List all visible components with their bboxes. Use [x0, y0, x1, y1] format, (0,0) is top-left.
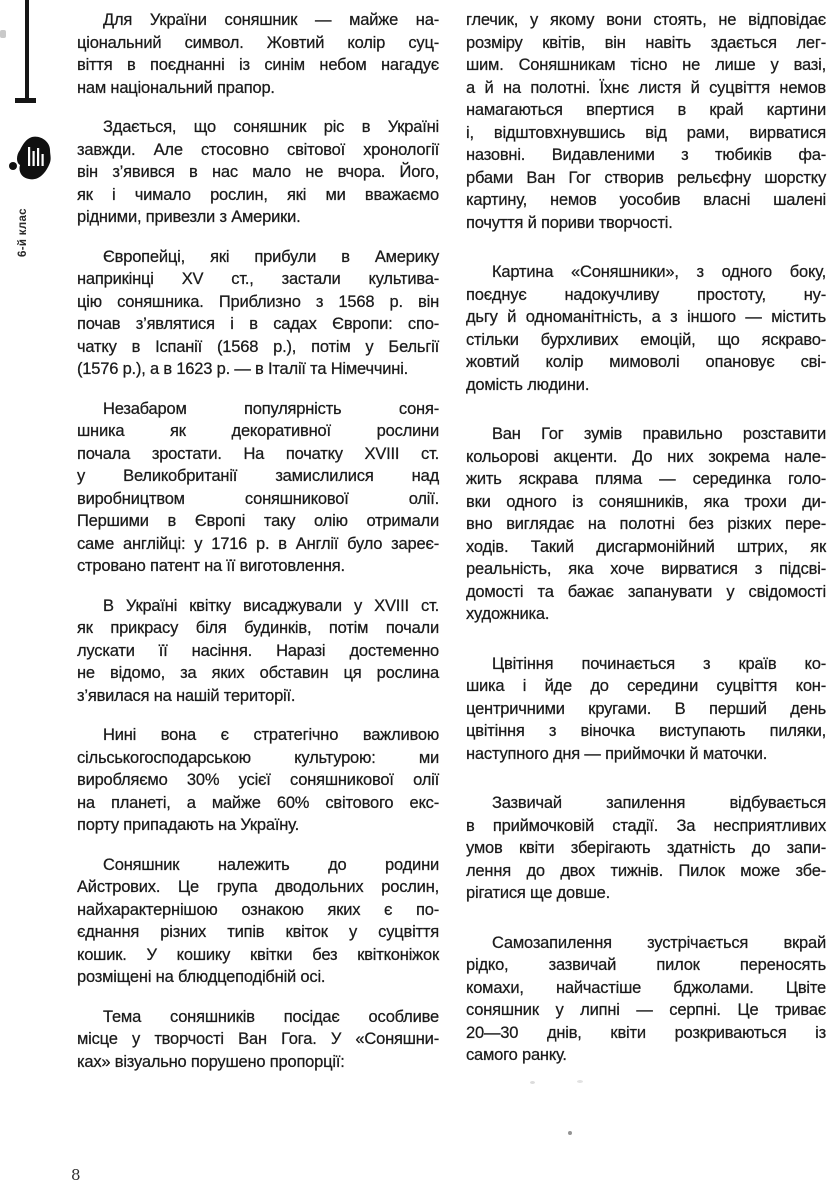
text-line: ках» візуально порушено пропорції:: [77, 1052, 345, 1071]
text-line: назовні. Видавленими з тюбиків фа-: [466, 146, 826, 164]
text-line: сільськогосподарською культурою: ми: [77, 748, 439, 767]
text-line: рідко, зазвичай пилок переносять: [466, 956, 826, 974]
paragraph: [77, 246, 439, 381]
text-line: 20—30 днів, квіти розкриваються із: [466, 1023, 826, 1042]
paragraph: [77, 1006, 439, 1074]
paragraph: [466, 261, 826, 396]
scan-artifact-smudge: [530, 1081, 535, 1084]
text-line: і, відштовхнувшись від рами, вирватися: [466, 123, 826, 142]
text-line: соняшник у липні — серпні. Це триває: [466, 1001, 826, 1019]
text-line: не відомо, за яких обставин ця рослина: [77, 664, 439, 682]
text-line: з’явилася на нашій території.: [77, 686, 296, 705]
text-line: Здається, що соняшник ріс в Україні: [103, 118, 439, 136]
publisher-logo-icon: [8, 136, 54, 190]
text-line: поєднує надокучливу простоту, ну-: [466, 285, 826, 304]
text-line: а й на полотні. Їхнє листя й суцвіття немов: [466, 78, 826, 97]
text-line: Тема соняшників посідає особливе: [103, 1007, 439, 1026]
text-line: лення до двох тижнів. Пилок може збе-: [466, 861, 826, 880]
text-line: самого ранку.: [466, 1046, 567, 1064]
text-line: умов квіти зберігають здатність до запи-: [466, 839, 826, 857]
text-line: Соняшник належить до родини: [103, 855, 439, 874]
text-line: картину, немов уособив власні шалені: [466, 191, 826, 209]
text-line: саме англійці: у 1716 р. в Англії було зареє-: [77, 534, 439, 553]
text-line: цвітіння з віночка виступають пиляки,: [466, 722, 826, 740]
text-line: віття в поєднанні із синім небом нагадує: [77, 56, 439, 74]
text-line: розміру квітів, він навіть здається лег-: [466, 33, 826, 52]
text-line: найхарактернішою ознакою яких є по-: [77, 900, 439, 919]
text-line: Картина «Соняшники», з одного боку,: [492, 263, 826, 281]
text-line: виробляємо 30% усієї соняшникової олії: [77, 771, 439, 789]
text-line: порту припадають на Україну.: [77, 816, 299, 834]
margin-rule-cap: [15, 98, 36, 103]
text-line: Цвітіння починається з країв ко-: [492, 654, 826, 673]
text-line: лускати її насіння. Наразі достеменно: [77, 641, 439, 660]
text-line: центричними кругами. В перший день: [466, 699, 826, 718]
text-line: глечик, у якому вони стоять, не відповідає: [466, 11, 826, 29]
paragraph: [466, 653, 826, 766]
text-line: як і чимало рослин, які ми вважаємо: [77, 185, 439, 204]
text-line: домість людини.: [466, 375, 590, 394]
text-line: почала зростати. На початку XVIII ст.: [77, 444, 439, 463]
text-line: наприкінці XV ст., застали культива-: [77, 270, 439, 288]
text-column-left: [77, 9, 439, 1090]
text-line: реальність, яка хоче вирватися з підсві-: [466, 560, 826, 578]
text-line: в приймочковій стадії. За несприятливих: [466, 816, 826, 835]
text-line: Айстрових. Це група дводольних рослин,: [77, 878, 439, 896]
text-line: рігатися ще довше.: [466, 884, 610, 902]
scan-artifact-smudge: [0, 30, 6, 38]
margin-rule-line: [25, 0, 29, 100]
paragraph: [77, 724, 439, 837]
paragraph: [466, 423, 826, 626]
text-line: почуття й пориви творчості.: [466, 213, 673, 232]
text-line: почав з’являтися і в садах Європи: спо-: [77, 315, 439, 333]
paragraph: [77, 595, 439, 708]
text-line: Незабаром популярність соня-: [103, 399, 439, 418]
text-line: наступного дня — приймочки й маточки.: [466, 744, 768, 763]
text-line: Для України соняшник — майже на-: [103, 11, 439, 29]
text-line: Першими в Європі таку олію отримали: [77, 512, 439, 530]
text-line: Зазвичай запилення відбувається: [492, 794, 826, 812]
text-line: ціональний символ. Жовтий колір суц-: [77, 33, 439, 52]
scan-artifact-smudge: [577, 1080, 583, 1083]
text-line: комахи, найчастіше бджолами. Цвіте: [466, 978, 826, 997]
text-line: шим. Соняшникам тісно не лише у вазі,: [466, 56, 826, 74]
text-line: стільки бурхливих емоцій, що яскраво-: [466, 330, 826, 349]
text-line: нам національний прапор.: [77, 78, 275, 97]
paragraph: [466, 932, 826, 1067]
text-line: (1576 р.), а в 1623 р. — в Італії та Німеччині.: [77, 360, 409, 378]
paragraph: [466, 9, 826, 234]
text-line: на планеті, а майже 60% світового екс-: [77, 793, 439, 812]
scan-artifact-dot: [568, 1131, 572, 1135]
text-line: розміщені на блюдцеподібній осі.: [77, 968, 326, 986]
text-line: шника як декоративної рослини: [77, 422, 439, 440]
page-number: 8: [71, 1166, 81, 1184]
text-line: єднання різних типів квіток у суцвіття: [77, 923, 439, 941]
text-line: вки одного із соняшників, яка трохи ди-: [466, 492, 826, 511]
paragraph: [77, 9, 439, 99]
text-line: кольорові акценти. До них зокрема нале-: [466, 447, 826, 466]
paragraph: [77, 854, 439, 989]
text-line: Ван Гог зумів правильно розставити: [492, 425, 826, 443]
text-line: рбами Ван Гог створив рельєфну шорстку: [466, 168, 826, 187]
text-line: намагаються впертися в край картини: [466, 101, 826, 119]
text-line: Європейці, які прибули в Америку: [103, 247, 439, 266]
text-line: місце у творчості Ван Гога. У «Соняшни-: [77, 1030, 439, 1048]
text-line: жить яскрава пляма — серединка голо-: [466, 470, 826, 488]
paragraph: [466, 792, 826, 905]
text-line: кошик. У кошику квітки без квітконіжок: [77, 945, 439, 964]
text-line: у Великобританії замислилися над: [77, 467, 439, 485]
text-line: жовтий колір мимоволі опановує сві-: [466, 353, 826, 371]
text-line: чатку в Іспанії (1568 р.), потім у Бельгії: [77, 337, 439, 356]
text-line: дьгу й одноманітність, а з іншого — містить: [466, 308, 826, 326]
text-line: домості та бажає запанувати у свідомості: [466, 582, 826, 601]
text-line: стровано патент на її виготовлення.: [77, 557, 345, 575]
text-line: В Україні квітку висаджували у XVIII ст.: [103, 596, 439, 615]
text-line: Самозапилення зустрічається вкрай: [492, 933, 826, 952]
text-line: вно виглядає на полотні без різких пере-: [466, 515, 826, 533]
text-column-right: [466, 9, 826, 1094]
text-line: Нині вона є стратегічно важливою: [103, 726, 439, 744]
text-line: він з’явився в нас мало не вчора. Його,: [77, 163, 439, 181]
text-line: виробництвом соняшникової олії.: [77, 489, 439, 508]
paragraph: [77, 398, 439, 578]
paragraph: [77, 116, 439, 229]
text-line: ходів. Такий дисгармонійний штрих, як: [466, 537, 826, 556]
text-line: рідними, привезли з Америки.: [77, 208, 301, 226]
text-line: шика і йде до середини суцвіття кон-: [466, 677, 826, 695]
text-line: як прикрасу біля будинків, потім почали: [77, 619, 439, 637]
text-line: художника.: [466, 605, 550, 623]
text-line: завжди. Але стосовно світової хронології: [77, 140, 439, 159]
text-line: цію соняшника. Приблизно з 1568 р. він: [77, 292, 439, 311]
grade-label: 6-й клас: [17, 208, 29, 257]
